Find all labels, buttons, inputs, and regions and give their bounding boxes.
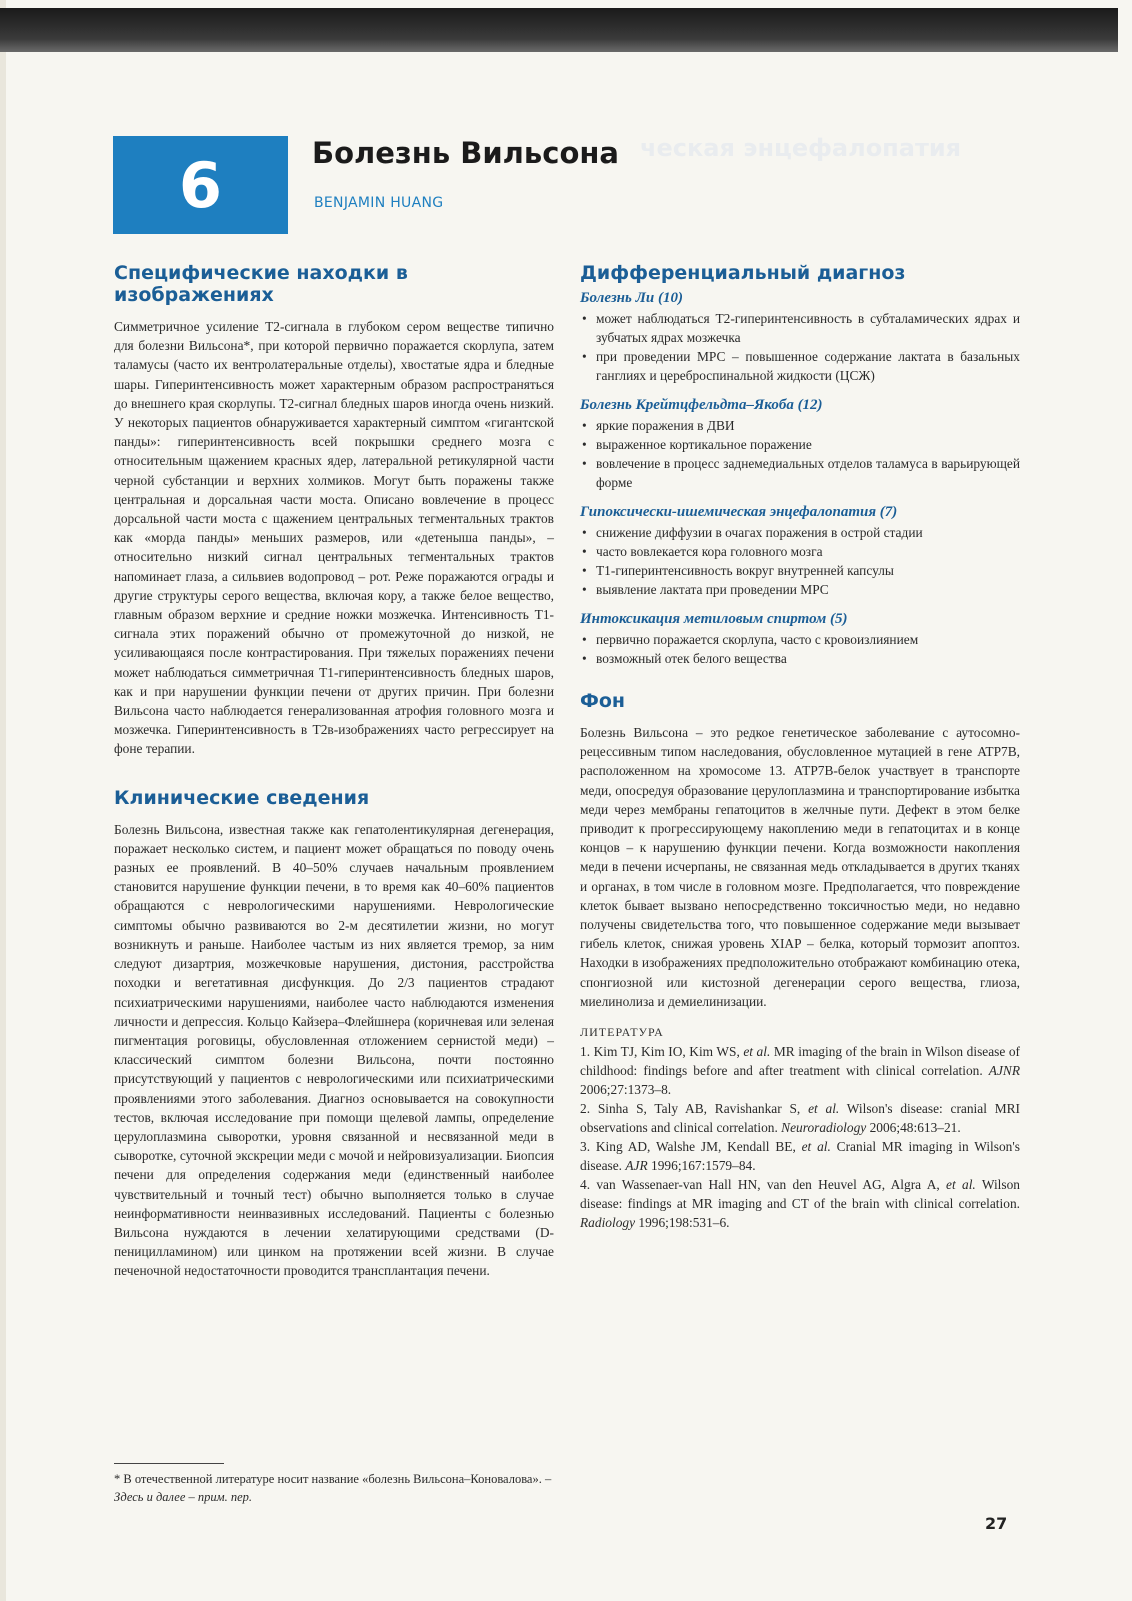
left-column <box>114 262 554 1281</box>
differential-heading: Дифференциальный диагноз <box>580 262 906 284</box>
footnote: * В отечественной литературе носит название «болезнь Вильсона–Коновалова». – Здесь и далее – прим. пер. <box>114 1472 552 1504</box>
differential-list <box>580 309 1020 385</box>
list-item: • первично поражается скорлупа, часто с кровоизлиянием <box>580 630 1020 649</box>
findings-heading: Специфические находки в изображениях <box>114 262 408 306</box>
footnote-divider <box>114 1463 224 1464</box>
references-label: ЛИТЕРАТУРА <box>580 1025 664 1040</box>
reference-item: 2. Sinha S, Taly AB, Ravishankar S, et al. Wilson's disease: cranial MRI observations and clinical correlation. Neuroradiology 2006;48:613–21. <box>580 1101 1020 1136</box>
list-item: • снижение диффузии в очагах поражения в острой стадии <box>580 523 1020 542</box>
right-column <box>580 262 1020 1232</box>
list-item: • выраженное кортикальное поражение <box>580 435 1020 454</box>
scan-shadow-bar <box>0 8 1118 52</box>
bleed-through-text: ческая энцефалопатия <box>640 134 962 162</box>
list-item: • возможный отек белого вещества <box>580 649 1020 668</box>
list-item: • Т1-гиперинтенсивность вокруг внутренней капсулы <box>580 561 1020 580</box>
page-edge <box>0 0 6 1601</box>
differential-group-title: Интоксикация метиловым спиртом (5) <box>580 611 848 627</box>
findings-text: Симметричное усиление Т2-сигнала в глубоком сером веществе типично для болезни Вильсона*, при которой первично поражается скорлупа, затем таламусы (часто их вентролатеральные отделы), хвостатые ядра и бледные шары. Гиперинтенсивность может характерным образом распространяться до внешнего края скорлупы. Т2-сигнал бледных шаров иногда очень низкий. У некоторых пациентов обнаруживается характерный симптом «гигантской панды»: гиперинтенсивность всей покрышки среднего мозга с относительным щажением красных ядер, латеральной ретикулярной части черной субстанции и верхних холмиков. Могут быть поражены также центральная и дорсальная части моста. Описано вовлечение в процесс дорсальной части моста с щажением центральных тегментальных трактов как «морда панды» меньших размеров, или «детеныша панды», – относительно низкий сигнал центральных тегментальных трактов напоминает глаза, а сильвиев водопровод – рот. Реже поражаются ограды и другие структуры серого вещества, включая кору, а также белое вещество, главным образом верхние и средние ножки мозжечка. Интенсивность Т1-сигнала этих поражений обычно от промежуточной до низкой, не усиливающаяся после контрастирования. При тяжелых поражениях печени может наблюдаться симметричная Т1-гиперинтенсивность бледных шаров, как и при нарушении функции печени от других причин. При болезни Вильсона часто наблюдается генерализованная атрофия головного мозга и мозжечка. Гиперинтенсивность в Т2в-изображениях часто регрессирует на фоне терапии. <box>114 319 554 757</box>
page-title: Болезнь Вильсона <box>312 136 619 170</box>
reference-item: 3. King AD, Walshe JM, Kendall BE, et al. Cranial MR imaging in Wilson's disease. AJR 1996;167:1579–84. <box>580 1139 1020 1174</box>
clinical-text: Болезнь Вильсона, известная также как гепатолентикулярная дегенерация, поражает несколько систем, и пациент может обращаться по поводу очень разных ее проявлений. В 40–50% случаев начальным проявлением становится нарушение функции печени, в то время как 40–60% пациентов обращаются с неврологическими нарушениями. Неврологические симптомы обычно развиваются во 2-м десятилетии жизни, но могут возникнуть и раньше. Наиболее частым из них является тремор, за ним следуют дизартрия, мозжечковые нарушения, дистония, расстройства походки и вегетативная дисфункция. До 2/3 пациентов страдают психиатрическими нарушениями, наиболее часто наблюдаются изменения личности и депрессия. Кольцо Кайзера–Флейшнера (коричневая или зеленая пигментация роговицы, обусловленная отложением сернистой меди) – классический симптом болезни Вильсона, почти постоянно присутствующий у пациентов с неврологическими или психиатрическими проявлениями этого заболевания. Диагноз основывается на совокупности тестов, включая исследование при помощи щелевой лампы, определение церулоплазмина сыворотки, уровня связанной и несвязанной меди в сыворотке, суточной экскреции меди с мочой и нейровизуализации. Биопсия печени для определения содержания меди (единственный наиболее чувствительный и точный тест) обычно выполняется только в случае неинформативности неинвазивных исследований. Пациенты с болезнью Вильсона нуждаются в лечении хелатирующими средствами (D-пеницилламином) или цинком на протяжении всей жизни. В случае печеночной недостаточности проводится трансплантация печени. <box>114 821 554 1279</box>
list-item: • яркие поражения в ДВИ <box>580 416 1020 435</box>
differential-group-title: Гипоксически-ишемическая энцефалопатия (7) <box>580 504 898 520</box>
reference-item: 1. Kim TJ, Kim IO, Kim WS, et al. MR imaging of the brain in Wilson disease of childhood: findings before and after treatment with clinical correlation. AJNR 2006;27:1373–8. <box>580 1044 1021 1098</box>
differential-list <box>580 416 1020 492</box>
differential-group-title: Болезнь Крейтцфельдта–Якоба (12) <box>580 397 823 413</box>
author-name: BENJAMIN HUANG <box>314 195 444 211</box>
list-item: • может наблюдаться Т2-гиперинтенсивность в субталамических ядрах и зубчатых ядрах мозжечка <box>580 309 1020 347</box>
chapter-number-box: 6 <box>113 136 288 234</box>
page-number: 27 <box>985 1514 1008 1533</box>
differential-list <box>580 630 1020 668</box>
differential-list <box>580 523 1020 599</box>
background-heading: Фон <box>580 690 626 712</box>
background-text: Болезнь Вильсона – это редкое генетическое заболевание с аутосомно-рецессивным типом наследования, обусловленное мутацией в гене ATP7B, расположенном на хромосоме 13. АТР7В-белок участвует в транспорте меди, опосредуя образование церулоплазмина и транспортирование избытка меди через мембраны гепатоцитов в желчные пути. Дефект в этом белке приводит к прогрессирующему накоплению меди в гепатоцитах и в конце концов – к нарушению функции печени. Когда возможности накопления меди в печени исчерпаны, не связанная медь откладывается в других тканях и органах, в том числе в головном мозге. Предполагается, что повреждение клеток бывает вызвано непосредственно токсичностью меди, но недавно получены свидетельства того, что повышенное содержание меди вызывает гибель клеток, снижая уровень XIAP – белка, который тормозит апоптоз. Находки в изображениях предположительно отображают комбинацию отека, спонгиозной или кистозной дегенерации серого вещества, глиоза, миелинолиза и демиелинизации. <box>580 725 1020 1009</box>
list-item: • часто вовлекается кора головного мозга <box>580 542 1020 561</box>
reference-item: 4. van Wassenaer-van Hall HN, van den Heuvel AG, Algra A, et al. Wilson disease: findings at MR imaging and CT of the brain with clinical correlation. Radiology 1996;198:531–6. <box>580 1177 1020 1231</box>
differential-group-title: Болезнь Ли (10) <box>580 290 683 306</box>
list-item: • при проведении МРС – повышенное содержание лактата в базальных ганглиях и цереброспинальной жидкости (ЦСЖ) <box>580 347 1020 385</box>
list-item: • выявление лактата при проведении МРС <box>580 580 1020 599</box>
list-item: • вовлечение в процесс заднемедиальных отделов таламуса в варьирующей форме <box>580 454 1020 492</box>
clinical-heading: Клинические сведения <box>114 786 370 809</box>
